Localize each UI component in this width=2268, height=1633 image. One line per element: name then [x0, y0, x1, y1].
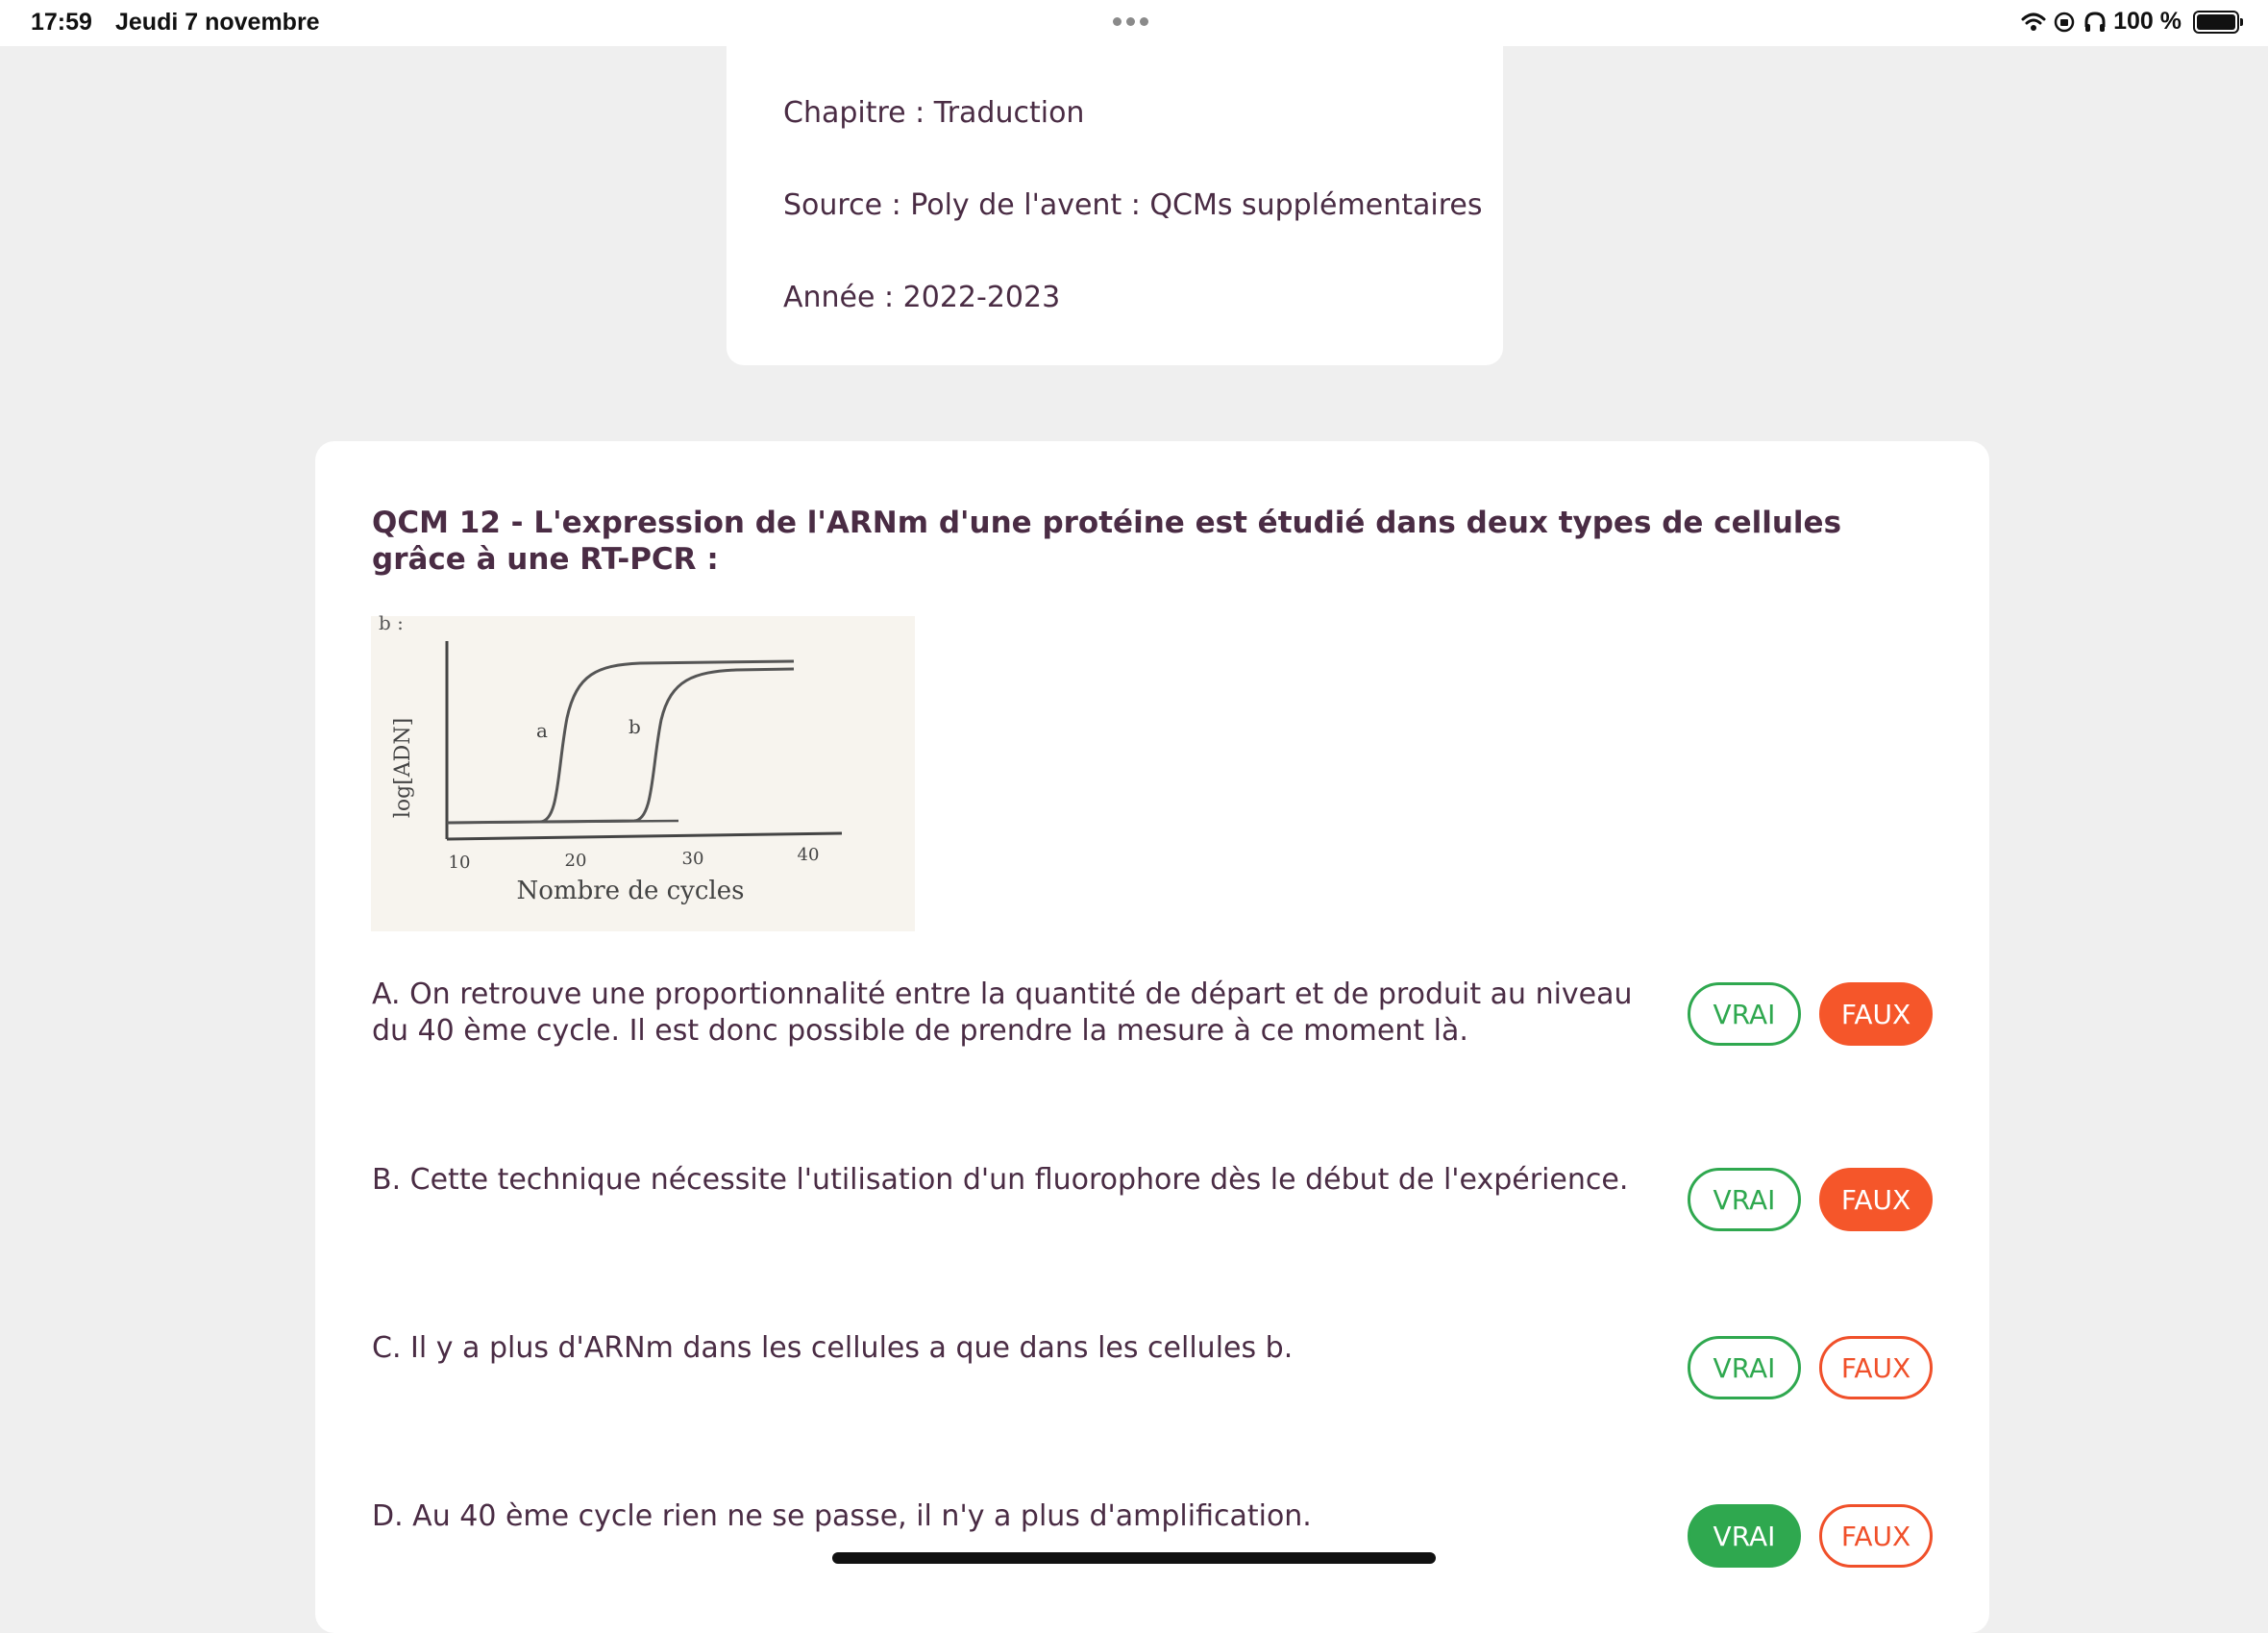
status-date: Jeudi 7 novembre	[115, 9, 320, 36]
rt-pcr-figure	[371, 605, 915, 931]
question-b-faux-button[interactable]: FAUX	[1819, 1168, 1933, 1231]
question-c-vrai-button[interactable]: VRAI	[1688, 1336, 1801, 1399]
question-b-vrai-button[interactable]: VRAI	[1688, 1168, 1801, 1231]
question-d: D. Au 40 ème cycle rien ne se passe, il n'y a plus d'amplification.	[372, 1499, 1312, 1533]
chapter-label: Chapitre : Traduction	[783, 96, 1085, 130]
battery-percent: 100 %	[2113, 8, 2182, 35]
y-axis-label: log[ADN]	[391, 717, 415, 819]
question-a-vrai-button[interactable]: VRAI	[1688, 982, 1801, 1046]
question-a-faux-button[interactable]: FAUX	[1819, 982, 1933, 1046]
year-label: Année : 2022-2023	[783, 281, 1061, 314]
question-a: A. On retrouve une proportionnalité entre la quantité de départ et de produit au niveau du 40 ème cycle. Il est donc possible de prendre la mesure à ce moment là.	[372, 977, 1633, 1048]
status-bar	[0, 0, 2268, 46]
x-tick-30: 30	[681, 849, 704, 869]
orientation-lock-icon	[2052, 10, 2077, 35]
multitasking-dots-icon[interactable]	[1113, 17, 1148, 26]
x-axis-label: Nombre de cycles	[516, 877, 745, 905]
source-label: Source : Poly de l'avent : QCMs supplémentaires	[783, 188, 1483, 222]
home-indicator[interactable]	[832, 1552, 1436, 1564]
question-d-vrai-button[interactable]: VRAI	[1688, 1504, 1801, 1568]
question-b: B. Cette technique nécessite l'utilisation d'un fluorophore dès le début de l'expérience.	[372, 1163, 1629, 1197]
status-right	[2021, 8, 2239, 36]
x-tick-10: 10	[448, 853, 471, 873]
battery-icon	[2193, 11, 2239, 34]
qcm-card	[315, 441, 1989, 1633]
headphones-icon	[2083, 10, 2108, 35]
question-d-faux-button[interactable]: FAUX	[1819, 1504, 1933, 1568]
info-card	[727, 46, 1503, 365]
x-tick-20: 20	[564, 851, 587, 871]
wifi-icon	[2021, 10, 2046, 35]
curve-label-a: a	[536, 719, 548, 742]
status-time: 17:59	[31, 9, 92, 36]
curve-label-b: b	[629, 715, 641, 738]
x-tick-40: 40	[797, 845, 820, 865]
qcm-title: QCM 12 - L'expression de l'ARNm d'une protéine est étudié dans deux types de cellules grâce à une RT-PCR :	[372, 506, 1842, 577]
question-c: C. Il y a plus d'ARNm dans les cellules a que dans les cellules b.	[372, 1331, 1294, 1365]
figure-corner-label: b :	[379, 611, 404, 634]
question-c-faux-button[interactable]: FAUX	[1819, 1336, 1933, 1399]
